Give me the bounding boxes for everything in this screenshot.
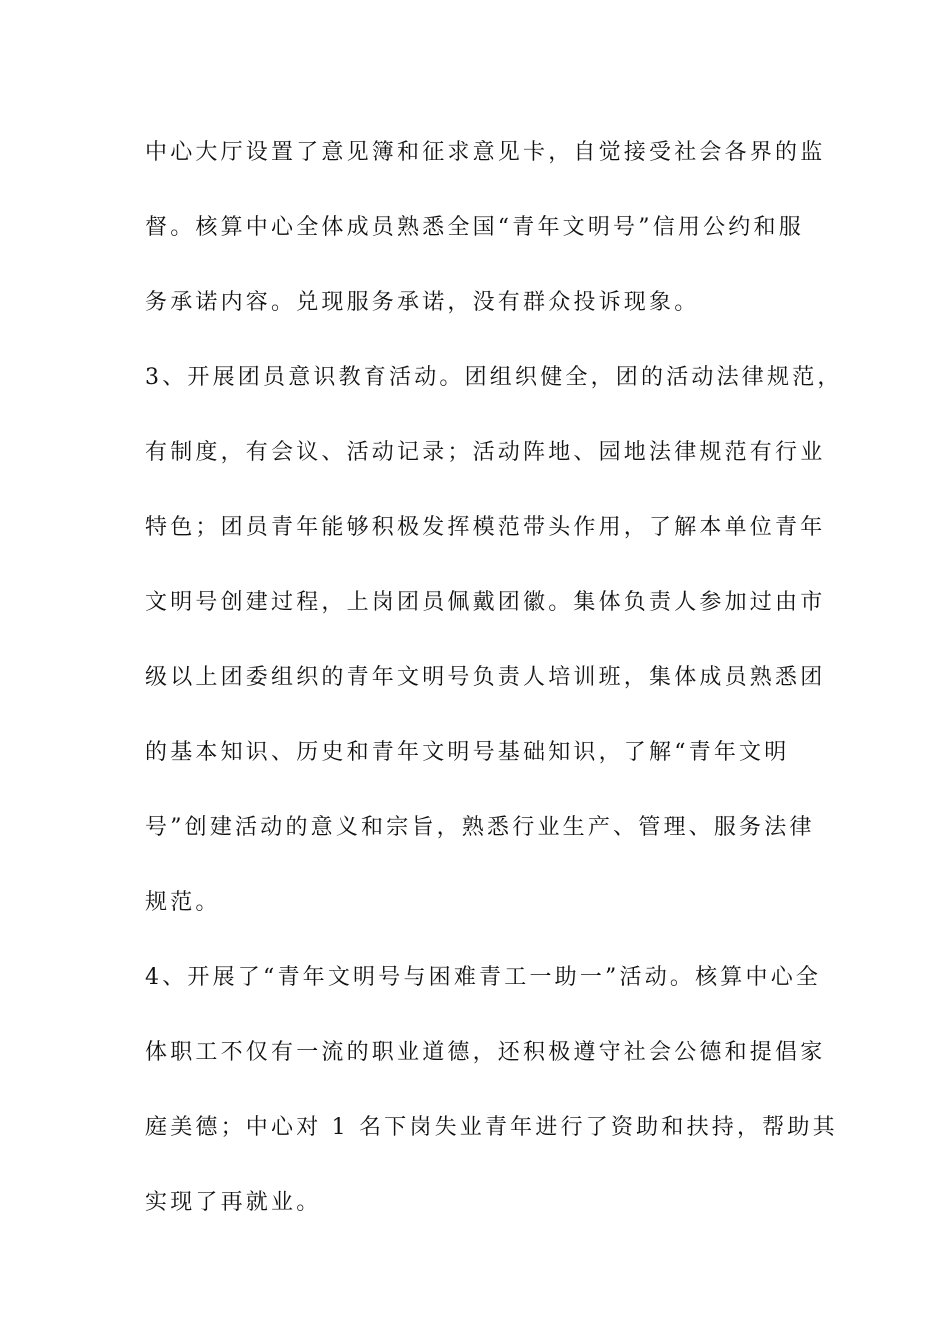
text-line: 3、开展团员意识教育活动。团组织健全，团的活动法律规范， [145,365,843,390]
text-line: 4、开展了“青年文明号与困难青工一助一”活动。核算中心全 [145,965,822,990]
text-line: 庭美德；中心对 1 名下岗失业青年进行了资助和扶持，帮助其 [145,1115,838,1140]
text-line: 文明号创建过程，上岗团员佩戴团徽。集体负责人参加过由市 [145,590,826,615]
text-line: 中心大厅设置了意见簿和征求意见卡，自觉接受社会各界的监 [145,140,826,165]
text-line: 有制度，有会议、活动记录；活动阵地、园地法律规范有行业 [145,440,826,465]
text-line: 特色；团员青年能够积极发挥模范带头作用，了解本单位青年 [145,515,826,540]
text-line: 体职工不仅有一流的职业道德，还积极遵守社会公德和提倡家 [145,1040,826,1065]
text-line: 督。核算中心全体成员熟悉全国“青年文明号”信用公约和服 [145,215,804,240]
text-line: 实现了再就业。 [145,1190,322,1215]
text-line: 务承诺内容。兑现服务承诺，没有群众投诉现象。 [145,290,700,315]
text-line: 的基本知识、历史和青年文明号基础知识，了解“青年文明 [145,740,790,765]
document-body [145,130,843,1255]
text-line: 规范。 [145,890,221,915]
text-line: 号”创建活动的意义和宗旨，熟悉行业生产、管理、服务法律 [145,815,815,840]
text-line: 级以上团委组织的青年文明号负责人培训班，集体成员熟悉团 [145,665,826,690]
